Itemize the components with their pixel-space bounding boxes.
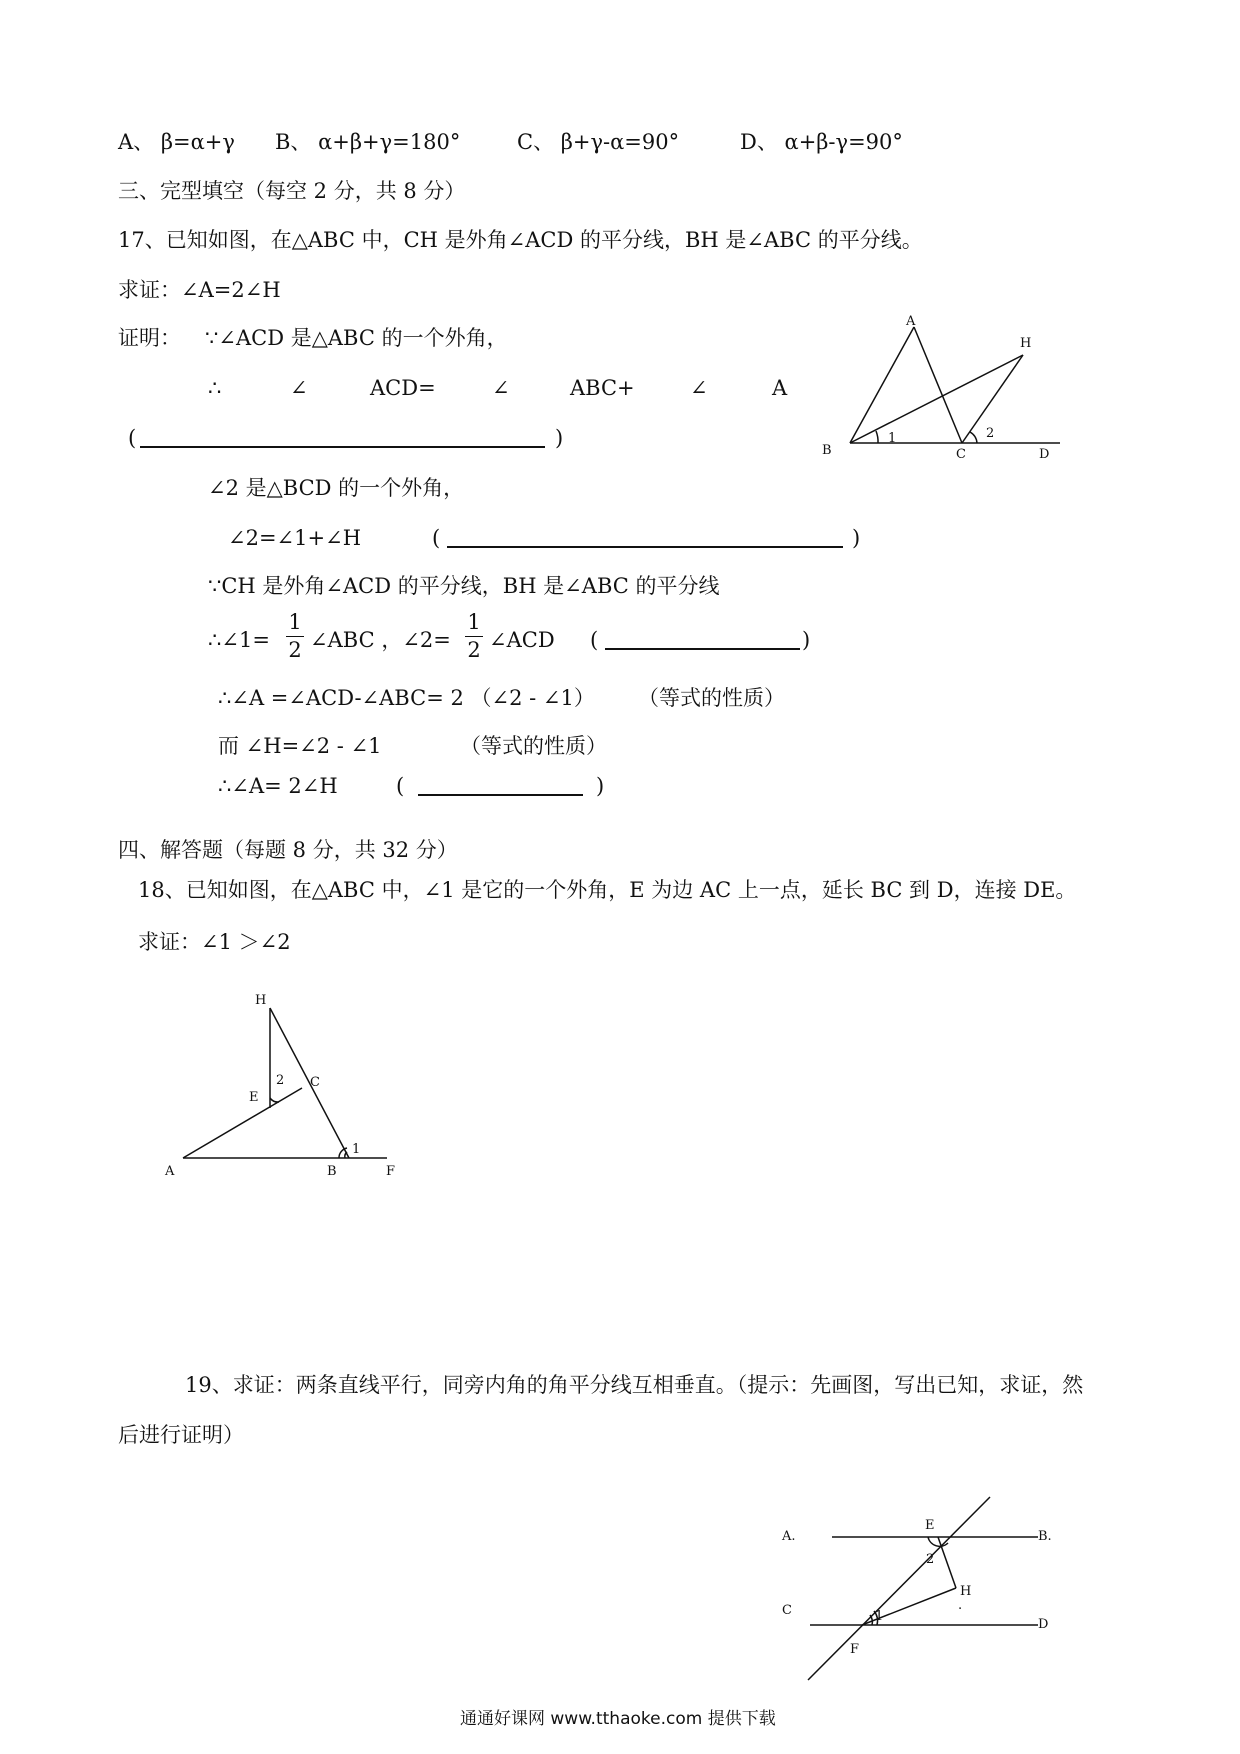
q17-blank4[interactable] [418, 794, 583, 796]
q17-line8: 而 ∠H=∠2 - ∠1 [218, 734, 382, 758]
q19-line1: 19、求证：两条直线平行，同旁内角的角平分线互相垂直。（提示：先画图，写出已知，求证，然 [185, 1373, 1084, 1397]
q17-line1: ∵∠ACD 是△ABC 的一个外角， [205, 326, 508, 350]
q17-blank3-close: ) [802, 628, 811, 652]
q17-line7-reason: （等式的性质） [638, 686, 785, 710]
q19-line2: 后进行证明） [118, 1423, 244, 1447]
q17-blank4-open: ( [396, 774, 405, 798]
q17-line2-acd: ACD= [370, 376, 436, 400]
q16-option-c: C、 β+γ-α=90° [517, 130, 680, 154]
q17-prove: 求证：∠A=2∠H [118, 278, 281, 302]
q17-line2-abc: ABC+ [570, 376, 635, 400]
fraction-numerator: 1 [467, 610, 481, 634]
q19-fig-angle-2: 2 [926, 1552, 935, 1567]
q17-triangle-figure [820, 315, 1070, 475]
q17-blank3[interactable] [605, 648, 800, 650]
q17-blank2[interactable] [447, 546, 843, 548]
q17-fig-label-A: A [906, 315, 916, 329]
q19-fig-angle-1: 1 [875, 1609, 884, 1624]
section3-title: 三、完型填空（每空 2 分，共 8 分） [118, 179, 466, 203]
q17-blank2-open: ( [432, 526, 441, 550]
q18-fig-angle-1: 1 [352, 1142, 361, 1157]
q17-fig-label-C: C [956, 447, 966, 462]
q17-line9: ∴∠A= 2∠H [218, 774, 338, 798]
q17-blank1[interactable] [140, 446, 545, 448]
q17-line6-b: ∠ABC ，∠2= [310, 628, 451, 652]
q18-fig-label-H: H [255, 993, 267, 1008]
q17-fig-label-D: D [1039, 447, 1050, 462]
q16-option-b: B、 α+β+γ=180° [275, 130, 461, 154]
q16-option-d: D、 α+β-γ=90° [740, 130, 903, 154]
q17-line2-therefore: ∴ [208, 376, 222, 400]
q17-blank3-open: ( [590, 628, 599, 652]
section4-title: 四、解答题（每题 8 分，共 32 分） [118, 838, 458, 862]
q19-fig-dot: . [958, 1598, 963, 1613]
q17-line6-a: ∴∠1= [208, 628, 270, 652]
q17-line7: ∴∠A =∠ACD-∠ABC= 2 （∠2 - ∠1） [218, 686, 595, 710]
q19-fig-label-A: A. [782, 1529, 796, 1544]
q17-fraction-half-1 [286, 612, 304, 661]
q19-fig-label-F: F [850, 1642, 860, 1657]
q17-line2-a: A [772, 376, 788, 400]
q18-fig-angle-2: 2 [276, 1073, 285, 1088]
q17-blank1-open: ( [128, 426, 137, 450]
q17-line8-reason: （等式的性质） [460, 734, 607, 758]
q17-fig-angle-2: 2 [986, 426, 995, 441]
q17-fig-label-H: H [1020, 336, 1032, 351]
q17-line2-angle1: ∠ [290, 376, 308, 400]
q17-line6-c: ∠ACD [489, 628, 555, 652]
fraction-numerator: 1 [288, 610, 302, 634]
q18-fig-label-C: C [310, 1075, 320, 1090]
q17-line2-angle2: ∠ [492, 376, 510, 400]
q17-stem: 17、已知如图，在△ABC 中，CH 是外角∠ACD 的平分线，BH 是∠ABC 的平分线。 [118, 228, 923, 252]
fraction-denominator: 2 [288, 638, 302, 662]
q17-fig-label-B: B [822, 443, 832, 458]
q18-stem: 18、已知如图，在△ABC 中，∠1 是它的一个外角，E 为边 AC 上一点，延长 BC 到 D，连接 DE。 [138, 878, 1077, 902]
q17-line2-angle3: ∠ [690, 376, 708, 400]
q17-fig-angle-1: 1 [888, 431, 897, 446]
q17-blank2-close: ) [852, 526, 861, 550]
q18-fig-label-F: F [386, 1164, 396, 1179]
q19-fig-label-B: B. [1038, 1529, 1052, 1544]
q19-fig-label-D: D [1038, 1617, 1049, 1632]
q17-proof-label: 证明： [118, 326, 181, 350]
q18-fig-label-B: B [327, 1164, 337, 1179]
q18-fig-label-E: E [249, 1090, 259, 1105]
q17-line5: ∵CH 是外角∠ACD 的平分线，BH 是∠ABC 的平分线 [208, 574, 720, 598]
q18-prove: 求证：∠1 ＞∠2 [138, 930, 291, 954]
q18-fig-label-A: A [165, 1164, 175, 1179]
q19-fig-label-C: C [782, 1603, 792, 1618]
fraction-denominator: 2 [467, 638, 481, 662]
q18-triangle-figure [155, 990, 415, 1190]
q17-blank1-close: ) [555, 426, 564, 450]
footer-text: 通通好课网 www.tthaoke.com 提供下载 [460, 1709, 776, 1729]
q19-fig-label-H: H [960, 1584, 972, 1599]
q17-line3: ∠2 是△BCD 的一个外角， [208, 476, 465, 500]
q17-line4: ∠2=∠1+∠H [228, 526, 362, 550]
q17-fraction-half-2 [465, 612, 483, 661]
q17-blank4-close: ) [596, 774, 605, 798]
q19-fig-label-E: E [925, 1518, 935, 1533]
q19-parallel-lines-figure [780, 1495, 1070, 1695]
q16-option-a: A、 β=α+γ [118, 130, 235, 154]
